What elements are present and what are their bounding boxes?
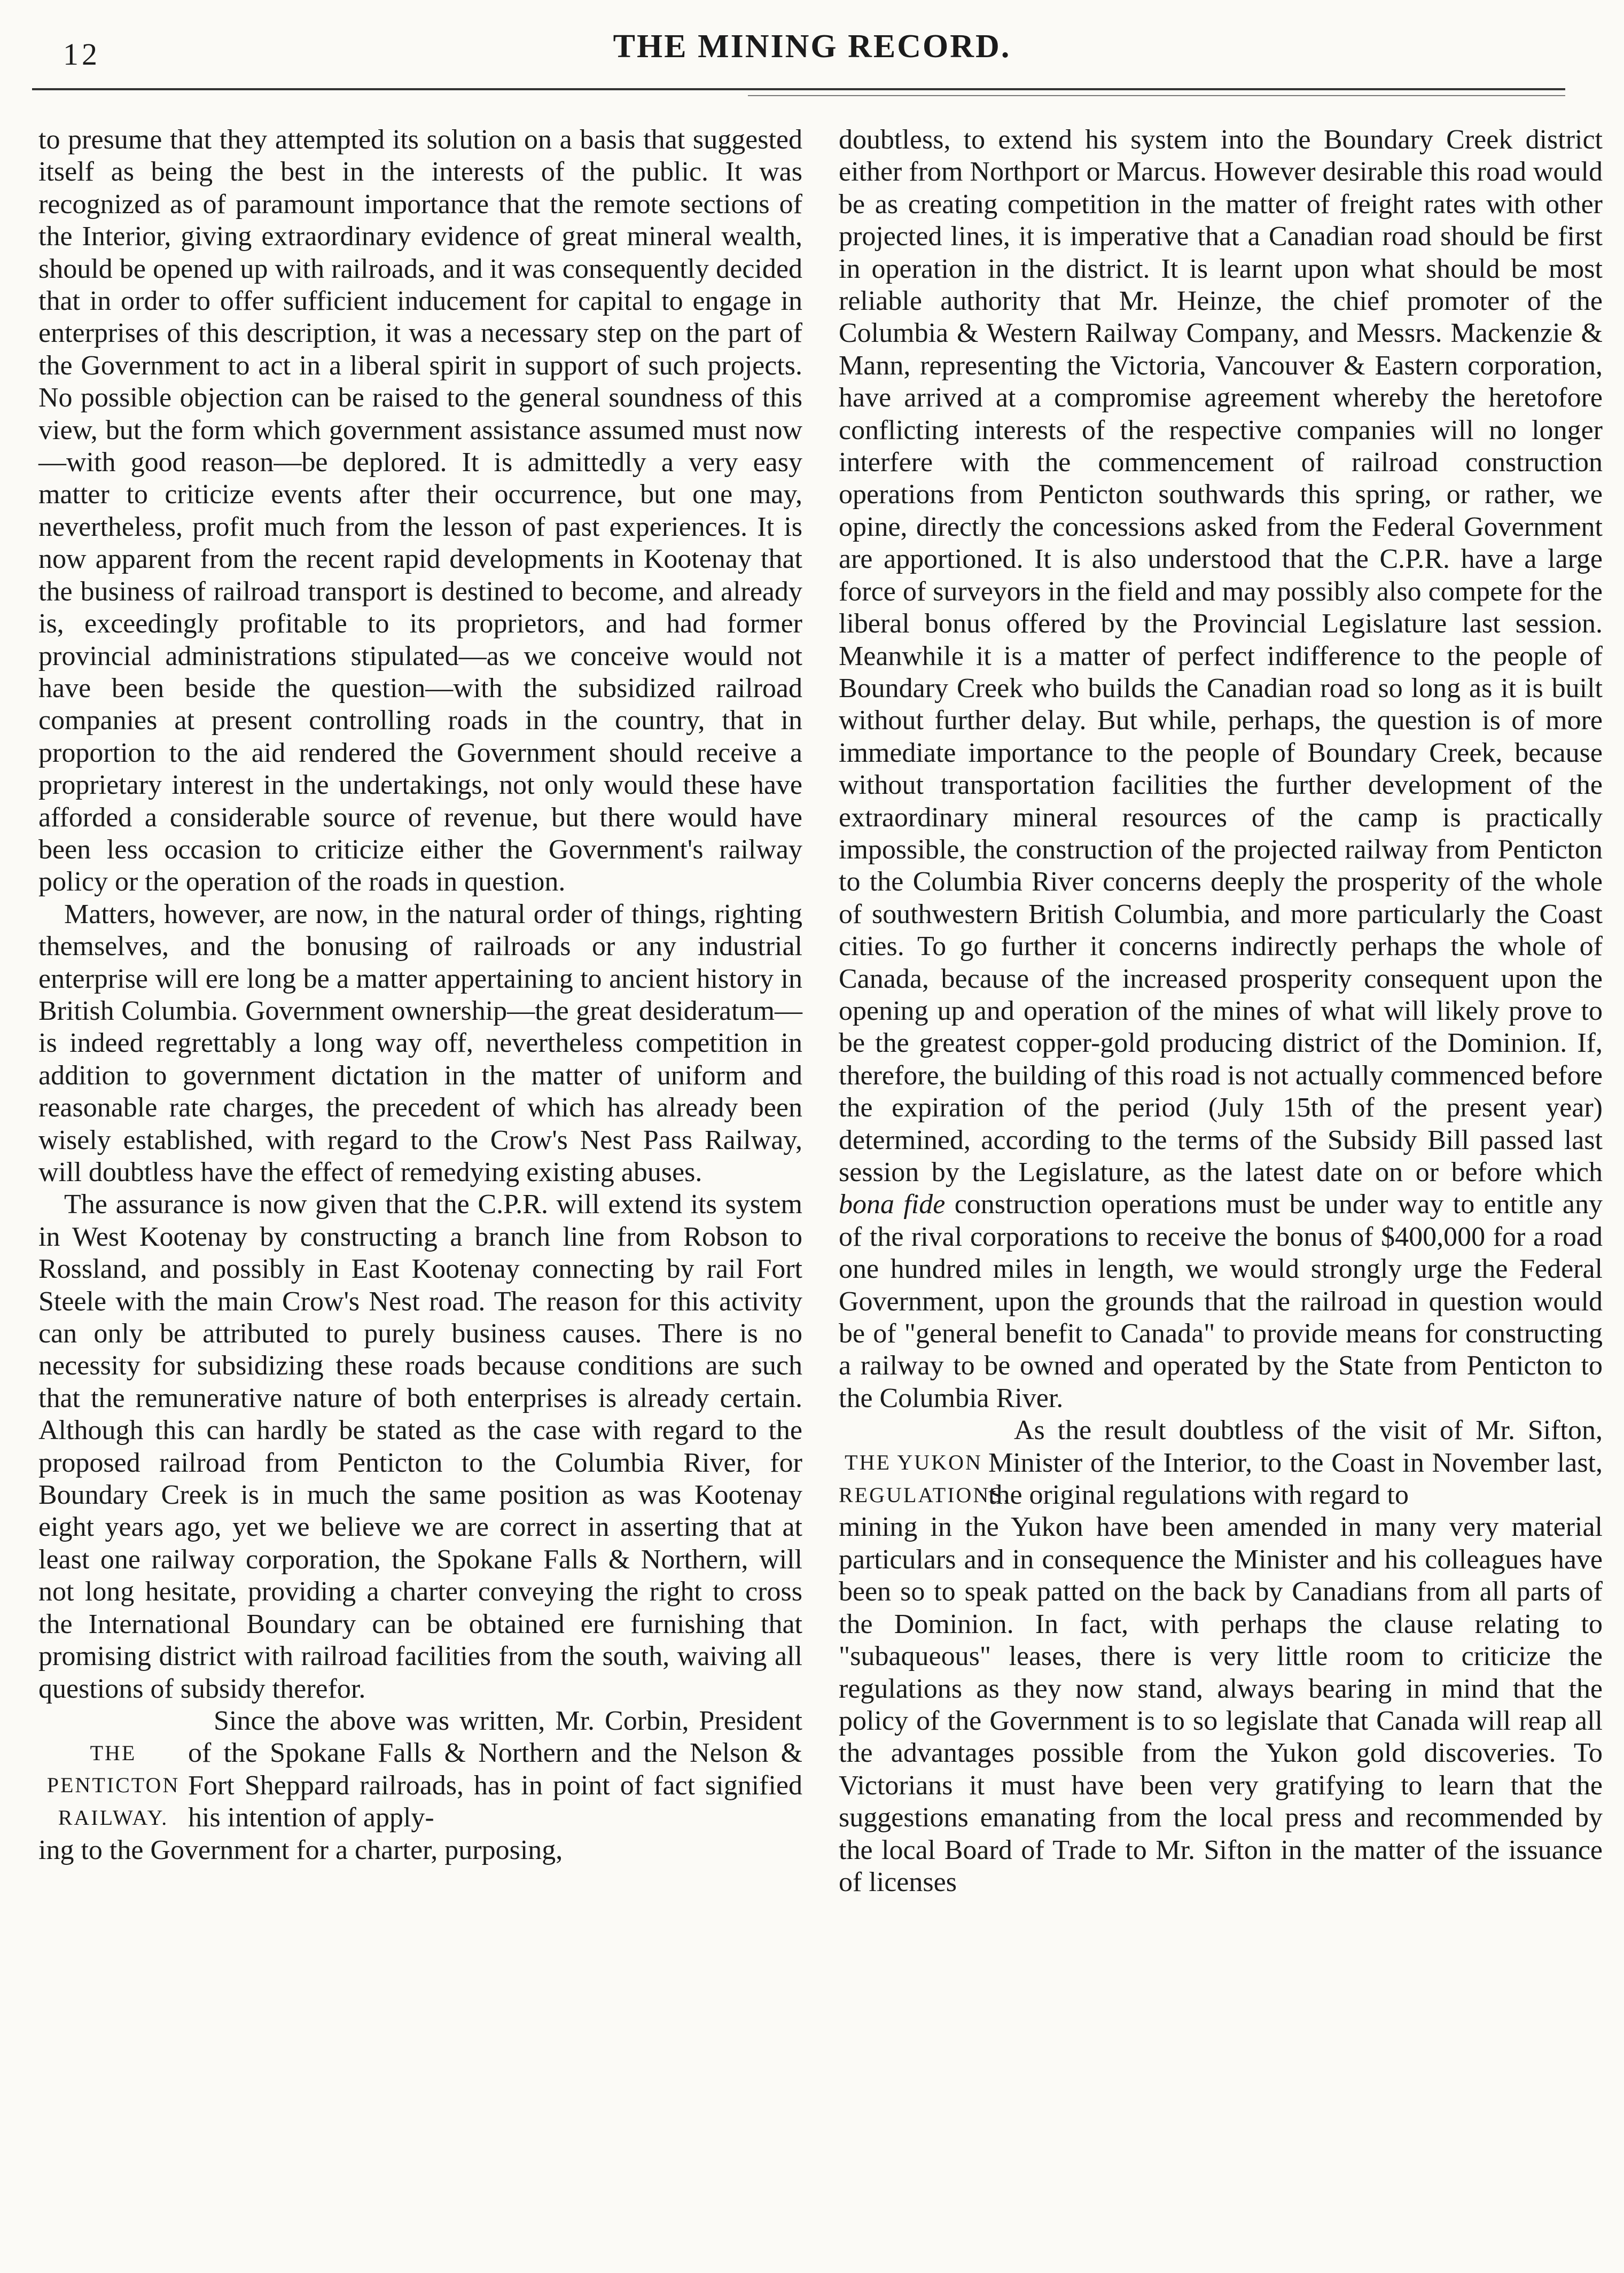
left-column bbox=[38, 124, 802, 1866]
side-heading-penticton: THE PENTICTON RAILWAY. bbox=[46, 1740, 180, 1830]
side-heading-yukon: THE YUKON REGULATIONS. bbox=[839, 1450, 1011, 1507]
paragraph: to presume that they attempted its solution on a basis that suggested itself as being the best in the interests of the public. It was recognized as of paramount importance that the remote sections of the Interior, giving extraordinary evidence of great mineral wealth, should be opened up with railroads, and it was consequently decided that in order to offer sufficient inducement for capital to engage in enterprises of this description, it was a necessary step on the part of the Government to act in a liberal spirit in support of such projects. No possible objection can be raised to the general soundness of this view, but the form which government assistance assumed must now—with good reason—be deplored. It is admittedly a very easy matter to criticize events after their occurrence, but one may, nevertheless, profit much from the lesson of past experiences. It is now apparent from the recent rapid developments in Kootenay that the business of railroad transport is destined to become, and already is, exceedingly profitable to its proprietors, and had former provincial administrations stipulated—as we conceive would not have been beside the question—with the subsidized railroad companies at present controlling roads in the country, that in proportion to the aid rendered the Government should receive a proprietary interest in the undertakings, not only would these have afforded a considerable source of revenue, but there would have been less occasion to criticize either the Government's railway policy or the operation of the roads in question. bbox=[38, 124, 802, 897]
journal-title: THE MINING RECORD. bbox=[613, 28, 1011, 65]
paragraph: Matters, however, are now, in the natural order of things, righting themselves, and the bonusing of railroads or any industrial enterprise will ere long be a matter appertaining to ancient history in British Columbia. Government ownership—the great desideratum—is indeed regrettably a long way off, nevertheless competition in addition to government dictation in the matter of uniform and reasonable rate charges, the precedent of which has already been wisely established, with regard to the Crow's Nest Pass Railway, will doubtless have the effect of remedying existing abuses. bbox=[38, 899, 802, 1188]
paragraph: The assurance is now given that the C.P.R. will extend its system in West Kootenay by constructing a branch line from Robson to Rossland, and possibly in East Kootenay connecting by rail Fort Steele with the main Crow's Nest road. The reason for this activity can only be attributed to purely business causes. There is no necessity for subsidizing these roads because conditions are such that the remunerative nature of both enterprises is already certain. Although this can hardly be stated as the case with regard to the proposed railroad from Penticton to the Columbia River, for Boundary Creek is in much the same position as was Kootenay eight years ago, yet we believe we are correct in asserting that at least one railway corporation, the Spokane Falls & Northern, will not long hesitate, providing a charter conveying the right to cross the International Boundary can be obtained ere furnishing that promising district with railroad facilities from the south, waiving all questions of subsidy therefor. bbox=[38, 1189, 802, 1704]
page-header bbox=[0, 21, 1624, 91]
side-heading-block bbox=[839, 1415, 1603, 1511]
page-number: 12 bbox=[63, 37, 100, 72]
header-rule bbox=[32, 88, 1565, 90]
paragraph: As the result doubtless of the visit of Mr. Sifton, Minister of the Interior, to the Coast in November last, the original regulations with regard to bbox=[988, 1415, 1603, 1511]
text-run: construction operations must be under way to entitle any of the rival corporations to receive the bonus of $400,000 for a road one hundred miles in length, we would strongly urge the Federal Government, upon the grounds that the railroad in question would be of "general benefit to Canada" to provide means for constructing a railway to be owned and operated by the State from Penticton to the Columbia River. bbox=[839, 1189, 1603, 1413]
text-run: doubtless, to extend his system into the Boundary Creek district either from Northport or Marcus. However desirable this road would be as creating competition in the matter of freight rates with other projected lines, it is imperative that a Canadian road should be first in operation in the district. It is learnt upon what should be most reliable authority that Mr. Heinze, the chief promoter of the Columbia & Western Railway Company, and Messrs. Mackenzie & Mann, representing the Victoria, Vancouver & Eastern corporation, have arrived at a compromise agreement whereby the heretofore conflicting interests of the respective companies will no longer interfere with the commencement of railroad construction operations from Penticton southwards this spring, or rather, we opine, directly the concessions asked from the Federal Government are apportioned. It is also understood that the C.P.R. have a large force of surveyors in the field and may possibly also compete for the liberal bonus offered by the Provincial Legislature last session. Meanwhile it is a matter of perfect indifference to the people of Boundary Creek who builds the Canadian road so long as it is built without further delay. But while, perhaps, the question is of more immediate importance to the people of Boundary Creek, because without transportation facilities the further development of the extraordinary mineral resources of the camp is practically impossible, the construction of the projected railway from Penticton to the Columbia River concerns deeply the prosperity of the whole of southwestern British Columbia, and more particularly the Coast cities. To go further it concerns indirectly perhaps the whole of Canada, because of the increased prosperity consequent upon the opening up and operation of the mines of what will likely prove to be the greatest copper-gold producing district of the Dominion. If, therefore, the building of this road is not actually commenced before the expiration of the period (July 15th of the present year) determined, according to the terms of the Subsidy Bill passed last session by the Legislature, as the latest date on or before which bbox=[839, 124, 1603, 1188]
header-rule-secondary bbox=[748, 95, 1565, 96]
paragraph: mining in the Yukon have been amended in many very material particulars and in consequence the Minister and his colleagues have been so to speak patted on the back by Canadians from all parts of the Dominion. In fact, with perhaps the clause relating to "subaqueous" leases, there is very little room to criticize the regulations as they now stand, always bearing in mind that the policy of the Government is to so legislate that Canada will reap all the advantages possible from the Yukon gold discoveries. To Victorians it must have been very gratifying to learn that the suggestions emanating from the local press and recommended by the local Board of Trade to Mr. Sifton in the matter of the issuance of licenses bbox=[839, 1512, 1603, 1897]
paragraph: Since the above was written, Mr. Corbin, President of the Spokane Falls & Northern and the Nelson & Fort Sheppard railroads, has in point of fact signified his intention of apply- bbox=[188, 1705, 802, 1833]
italic-phrase: bona fide bbox=[839, 1189, 946, 1220]
right-column bbox=[839, 124, 1603, 1899]
paragraph: ing to the Government for a charter, purposing, bbox=[38, 1834, 563, 1865]
side-heading-block bbox=[38, 1705, 802, 1834]
paragraph bbox=[839, 124, 1603, 1415]
